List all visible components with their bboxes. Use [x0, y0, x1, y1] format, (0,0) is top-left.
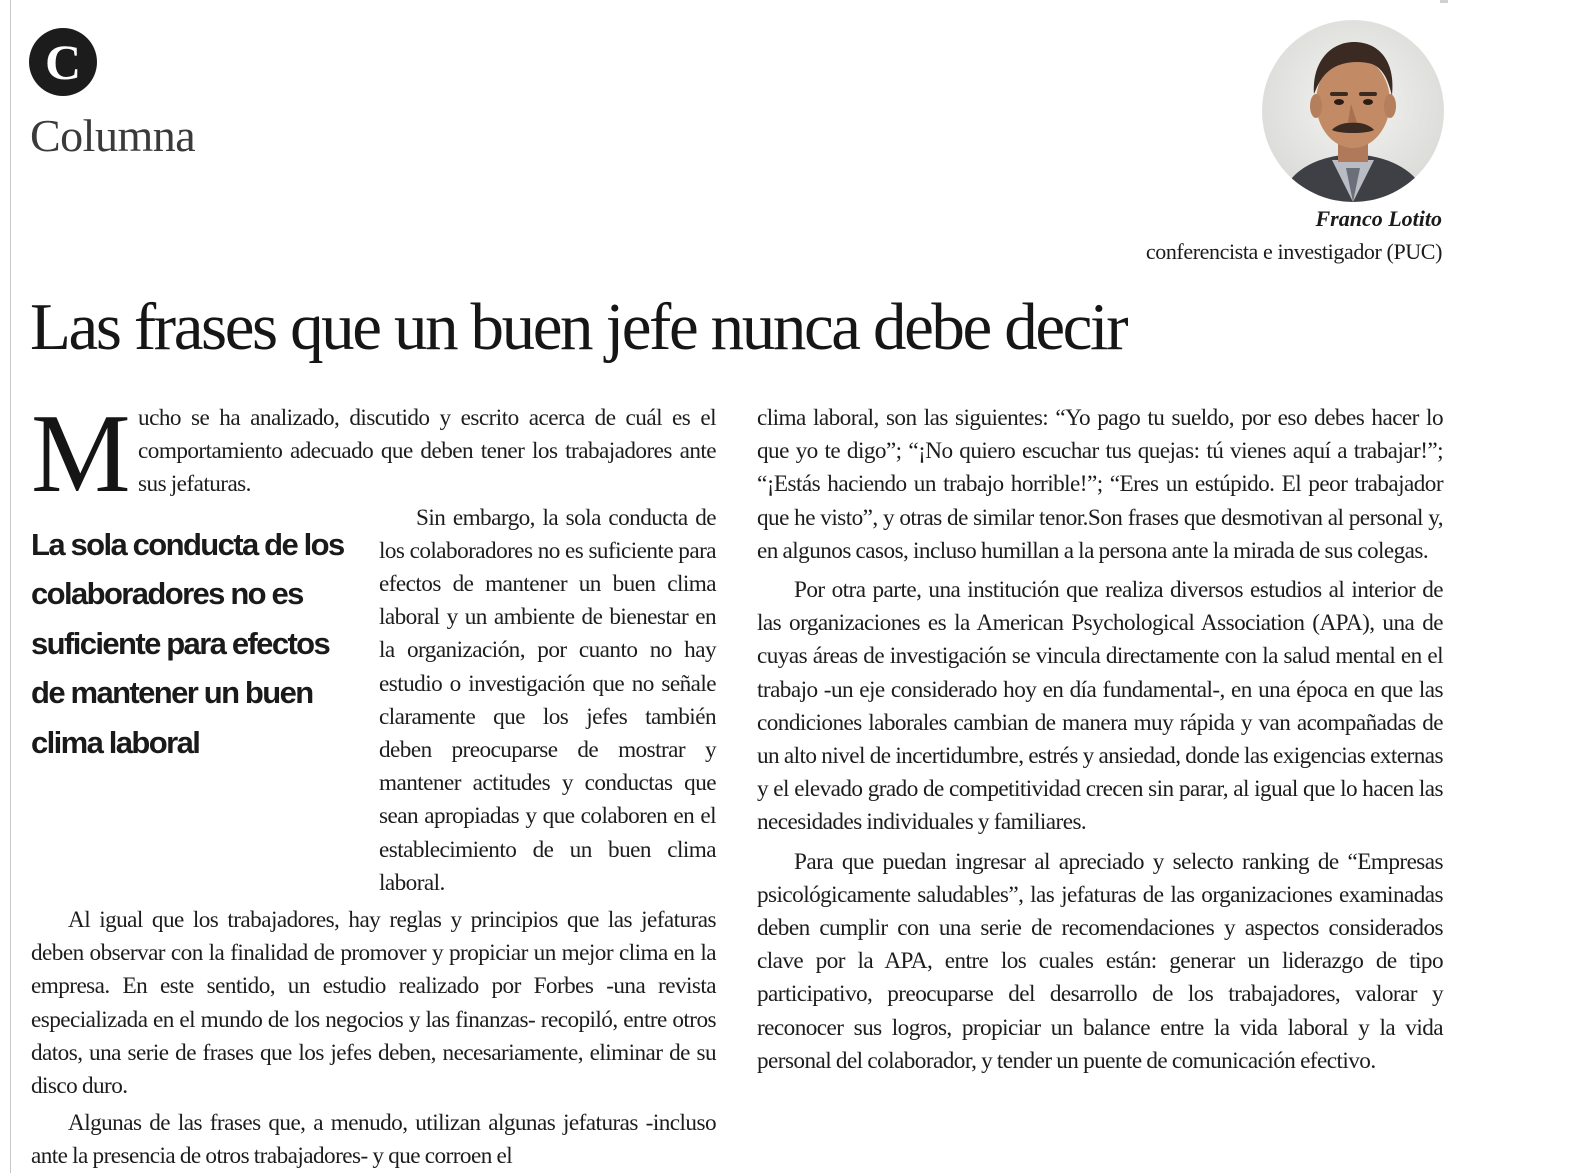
page-corner-mark — [1440, 0, 1448, 3]
article-paragraph: Por otra parte, una institución que realiza diversos estudios al interior de las organizaciones es la American Psychological Association (APA), una de cuyas áreas de investigación se vincula directamente con la salud mental en el trabajo -un eje considerado hoy en día fundamental-, en una época en que las condiciones laborales cambian de manera muy rápida y van acompañadas de un alto nivel de incertidumbre, estrés y ansiedad, donde las exigencias externas y el elevado grado de competitividad crecen sin parar, al igual que lo hacen las necesidades individuales y familiares. — [757, 577, 1443, 836]
page-edge-line — [10, 0, 11, 1173]
pull-quote: La sola conducta de los colaboradores no es suficiente para efectos de mantener un buen clima laboral — [31, 526, 344, 760]
author-name: Franco Lotito — [1315, 206, 1442, 231]
article-headline: Las frases que un buen jefe nunca debe decir — [30, 290, 1127, 364]
section-badge: C — [29, 28, 97, 96]
article-paragraph: Al igual que los trabajadores, hay reglas y principios que las jefaturas deben observar con la finalidad de promover y propiciar un mejor clima en la empresa. En este sentido, un estudio realizado por Forbes -una revista especializada en el mundo de los negocios y las finanzas- recopiló, entre otros datos, una serie de frases que los jefes deben, necesariamente, eliminar de su disco duro. — [31, 907, 716, 1100]
article-paragraph: clima laboral, son las siguientes: “Yo pago tu sueldo, por eso debes hacer lo que yo te digo”; “¡No quiero escuchar tus quejas: tú vienes aquí a trabajar!”; “¡Estás haciendo un trabajo horrible!”; “Eres un estúpido. El peor trabajador que he visto”, y otras de similar tenor.Son frases que desmotivan al personal y, en algunos casos, incluso humillan a la persona ante la mirada de sus colegas. — [757, 405, 1443, 564]
article-column-right — [757, 402, 1443, 1078]
article-column-left — [31, 392, 716, 1174]
author-role: conferencista e investigador (PUC) — [1145, 239, 1442, 264]
article-paragraph: ucho se ha analizado, discutido y escrito acerca de cuál es el comportamiento adecuado que deben tener los trabajadores ante sus jefaturas. — [138, 405, 716, 498]
drop-cap: M — [31, 392, 131, 516]
article-paragraph: Sin embargo, la sola conducta de los colaboradores no es suficiente para efectos de mantener un buen clima laboral y un ambiente de bienestar en la organización, por cuanto no hay estudio o investigación que no señale claramente que los jefes también deben preocuparse de mostrar y mantener actitudes y conductas que sean apropiadas y que colaboren en el establecimiento de un buen clima laboral. — [379, 504, 716, 896]
section-label: Columna — [30, 110, 196, 161]
article-paragraph: Para que puedan ingresar al apreciado y selecto ranking de “Empresas psicológicamente saludables”, las jefaturas de las organizaciones examinadas deben cumplir con una serie de recomendaciones y aspectos considerados clave por la APA, entre los cuales están: generar un liderazgo de tipo participativo, preocuparse del desarrollo de los trabajadores, valorar y reconocer sus logros, propiciar un balance entre la vida laboral y la vida personal del colaborador, y tender un puente de comunicación efectivo. — [757, 848, 1443, 1074]
author-photo — [1262, 20, 1444, 202]
author-portrait-icon — [1262, 20, 1444, 202]
article-paragraph: Algunas de las frases que, a menudo, utilizan algunas jefaturas -incluso ante la presencia de otros trabajadores- y que corroen el — [31, 1110, 716, 1170]
